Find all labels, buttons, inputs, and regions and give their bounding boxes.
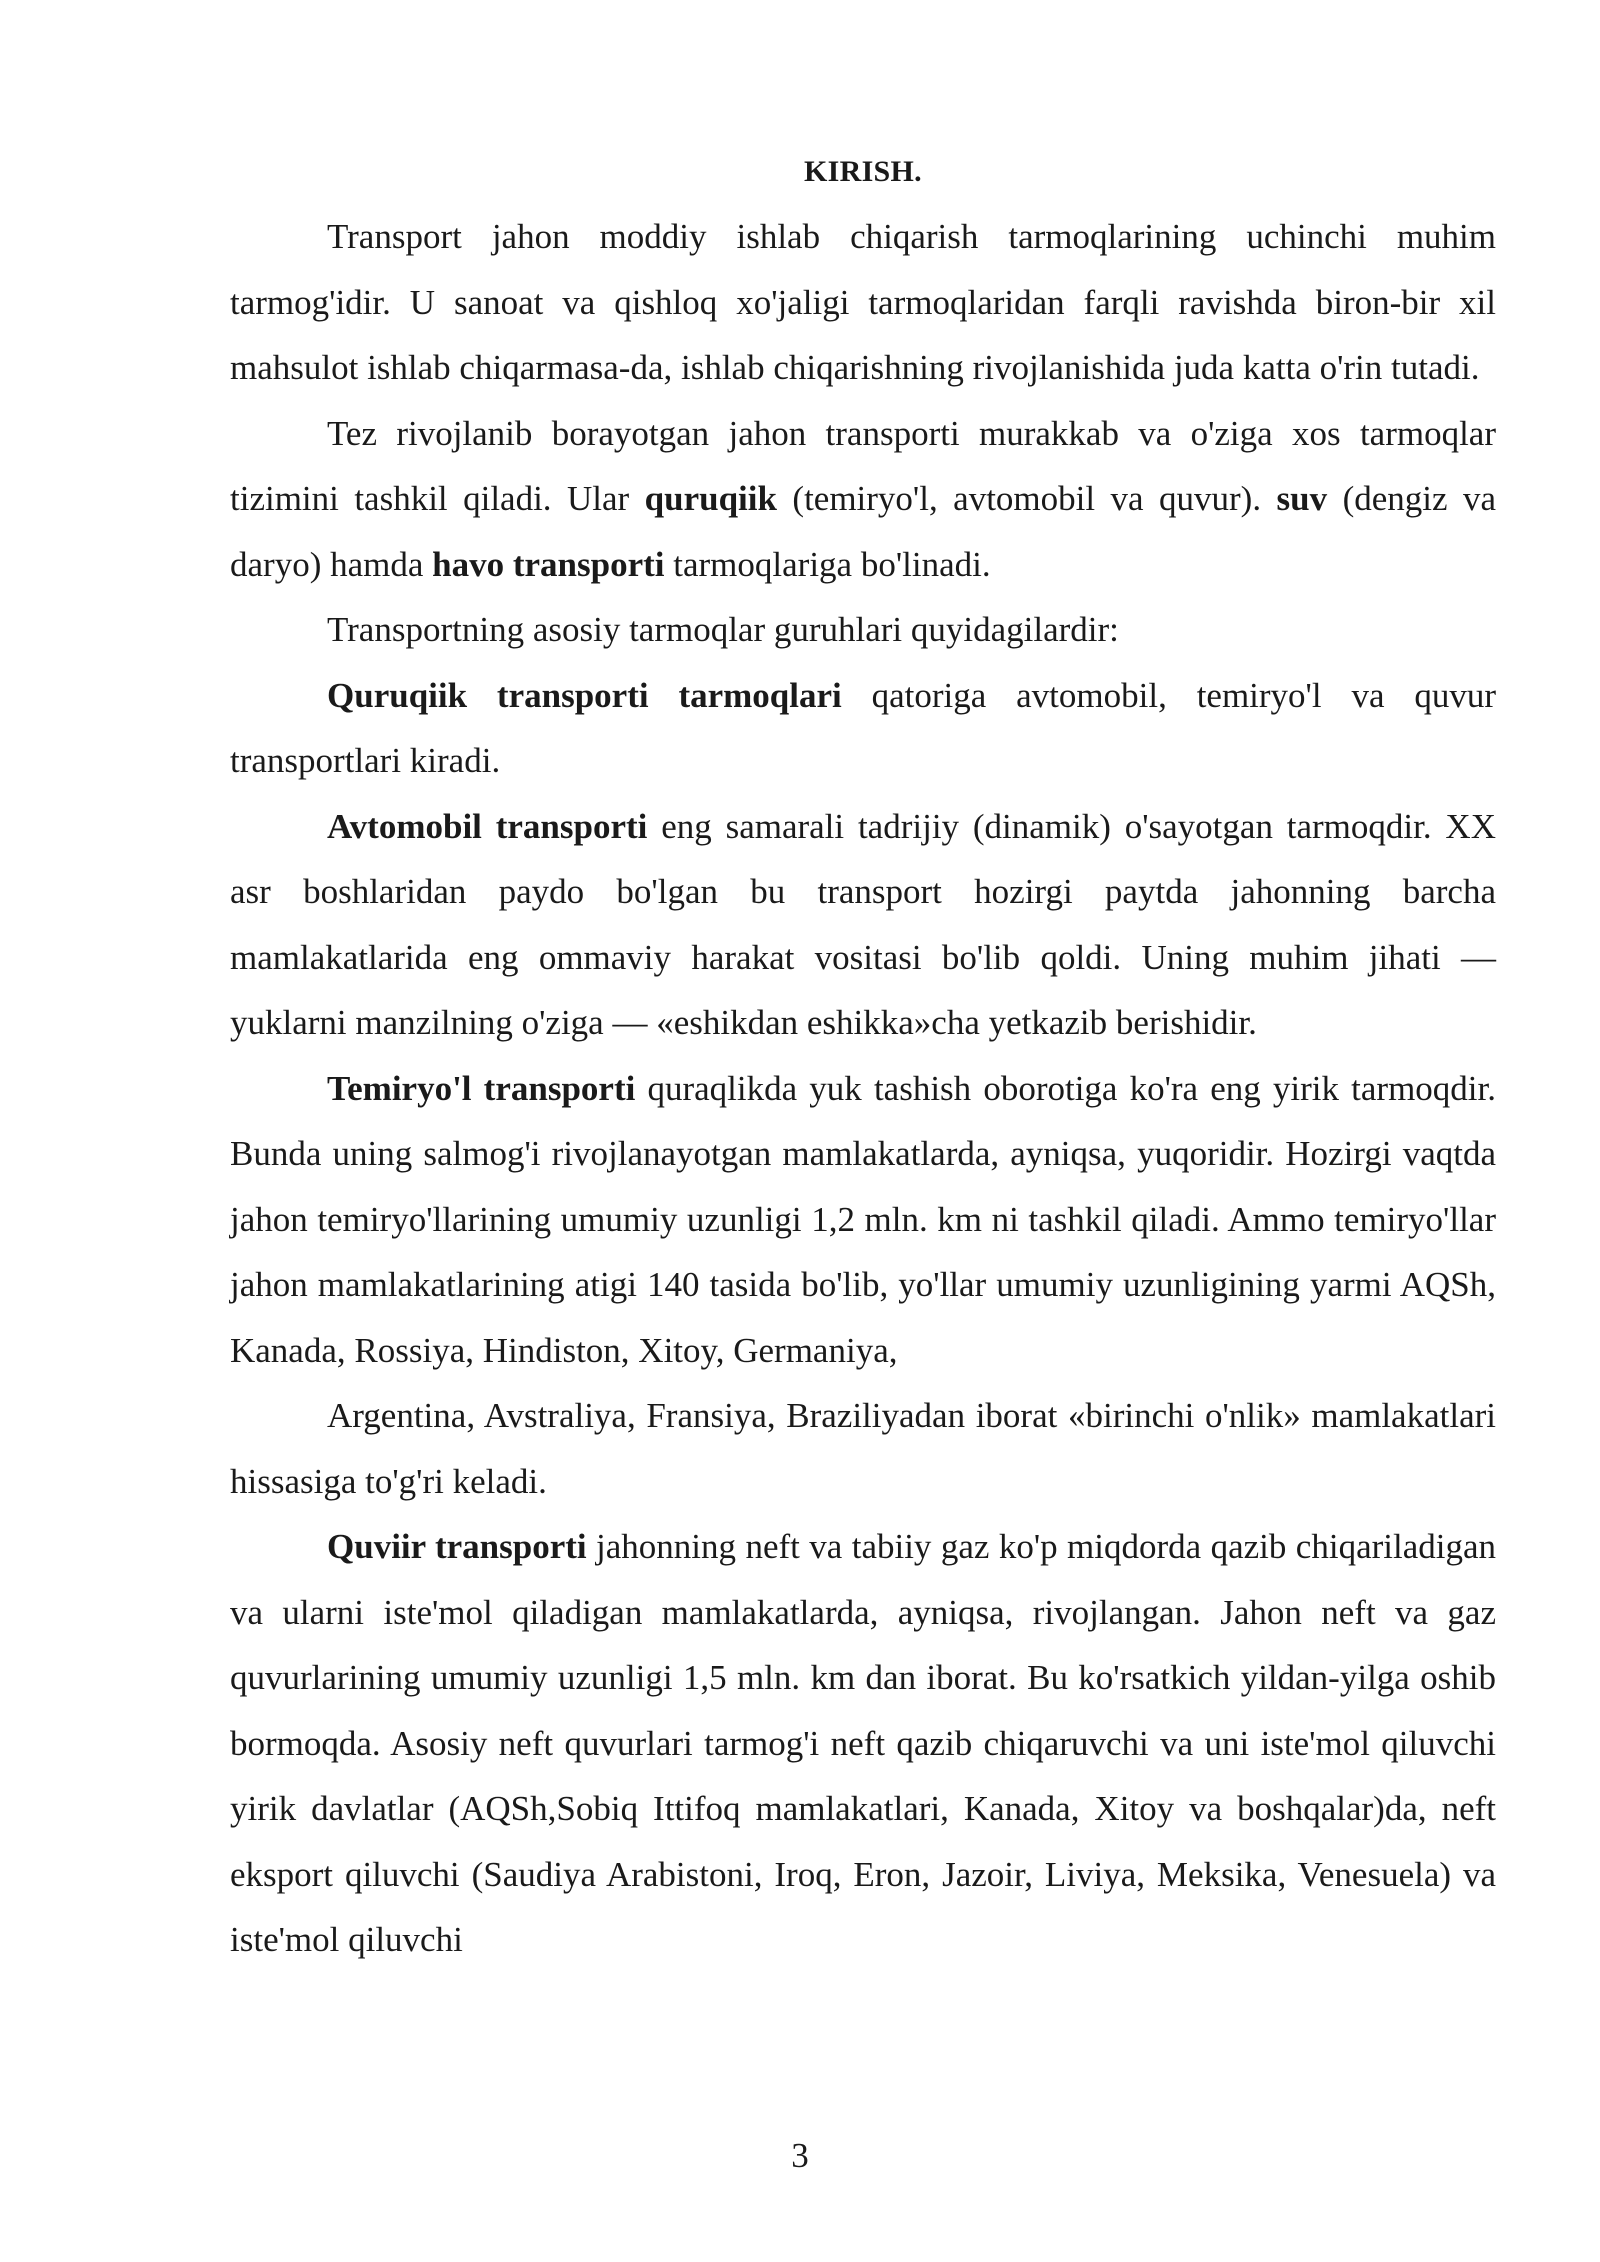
bold-term: suv xyxy=(1276,479,1328,518)
paragraph-text: Transport jahon moddiy ishlab chiqarish tarmoqlarining uchinchi muhim tarmog'idir. U sanoat va qishloq xo'jaligi tarmoqlaridan farqli ravishda biron-bir xil mahsulot ishlab chiqarmasa-da, ishlab chiqarishning rivojlanishida juda katta o'rin tutadi. xyxy=(230,217,1496,387)
paragraph-text: (dengiz va daryo) hamda xyxy=(230,479,1497,584)
paragraph-rail-transport xyxy=(230,1056,1496,1384)
page-number: 3 xyxy=(791,2136,809,2175)
bold-term: Quviir transporti xyxy=(327,1527,587,1566)
section-title: KIRISH. xyxy=(804,155,922,188)
paragraph-text: Argentina, Avstraliya, Fransiya, Braziliyadan iborat «birinchi o'nlik» mamlakatlari hissasiga to'g'ri keladi. xyxy=(230,1396,1496,1501)
paragraph-text: (temiryo'l, avtomobil va quvur). xyxy=(776,479,1277,518)
paragraph-text: eng samarali tadrijiy (dinamik) o'sayotgan tarmoqdir. XX asr boshlaridan paydo bo'lgan bu transport hozirgi paytda jahonning barcha mamlakatlarida eng ommaviy harakat vositasi bo'lib qoldi. Uning muhim jihati — yuklarni manzilning o'ziga — «eshikdan eshikka»cha yetkazib berishidir. xyxy=(230,806,1496,1042)
paragraph-transport-groups xyxy=(230,597,1496,663)
paragraph-pipeline-transport xyxy=(230,1514,1496,1973)
paragraph-auto-transport xyxy=(230,794,1496,1056)
paragraph-text: Tez rivojlanib borayotgan jahon transporti murakkab va o'ziga xos tarmoqlar tizimini tashkil qiladi. Ular xyxy=(230,413,1496,518)
paragraph-text: tarmoqlariga bo'linadi. xyxy=(664,544,991,584)
paragraph-rail-countries xyxy=(230,1383,1496,1514)
bold-term: Quruqiik transporti tarmoqlari xyxy=(327,675,842,715)
bold-term: havo transporti xyxy=(432,544,665,584)
bold-term: quruqiik xyxy=(644,479,777,518)
paragraph-transport-system xyxy=(230,401,1496,598)
paragraph-land-transport xyxy=(230,663,1496,794)
paragraph-text: jahonning neft va tabiiy gaz ko'p miqdorda qazib chiqariladigan va ularni iste'mol qiladigan mamlakatlarda, ayniqsa, rivojlangan. Jahon neft va gaz quvurlarining umumiy uzunligi 1,5 mln. km dan iborat. Bu ko'rsatkich yildan-yilga oshib bormoqda. Asosiy neft quvurlari tarmog'i neft qazib chiqaruvchi va uni iste'mol qiluvchi yirik davlatlar (AQSh,Sobiq Ittifoq mamlakatlari, Kanada, Xitoy va boshqalar)da, neft eksport qiluvchi (Saudiya Arabistoni, Iroq, Eron, Jazoir, Liviya, Meksika, Venesuela) va iste'mol qiluvchi xyxy=(230,1527,1497,1959)
paragraph-text: Transportning asosiy tarmoqlar guruhlari quyidagilardir: xyxy=(327,610,1119,649)
bold-term: Avtomobil transporti xyxy=(327,806,648,846)
paragraph-transport-intro xyxy=(230,204,1496,401)
paragraph-text: quraqlikda yuk tashish oborotiga ko'ra eng yirik tarmoqdir. Bunda uning salmog'i rivojlanayotgan mamlakatlarda, ayniqsa, yuqoridir. Hozirgi vaqtda jahon temiryo'llarining umumiy uzunligi 1,2 mln. km ni tashkil qiladi. Ammo temiryo'llar jahon mamlakatlarining atigi 140 tasida bo'lib, yo'llar umumiy uzunligining yarmi AQSh, Kanada, Rossiya, Hindiston, Xitoy, Germaniya, xyxy=(230,1068,1497,1370)
paragraph-text: qatoriga avtomobil, temiryo'l va quvur transportlari kiradi. xyxy=(230,675,1496,780)
bold-term: Temiryo'l transporti xyxy=(327,1068,636,1108)
document-page xyxy=(230,148,1496,1973)
